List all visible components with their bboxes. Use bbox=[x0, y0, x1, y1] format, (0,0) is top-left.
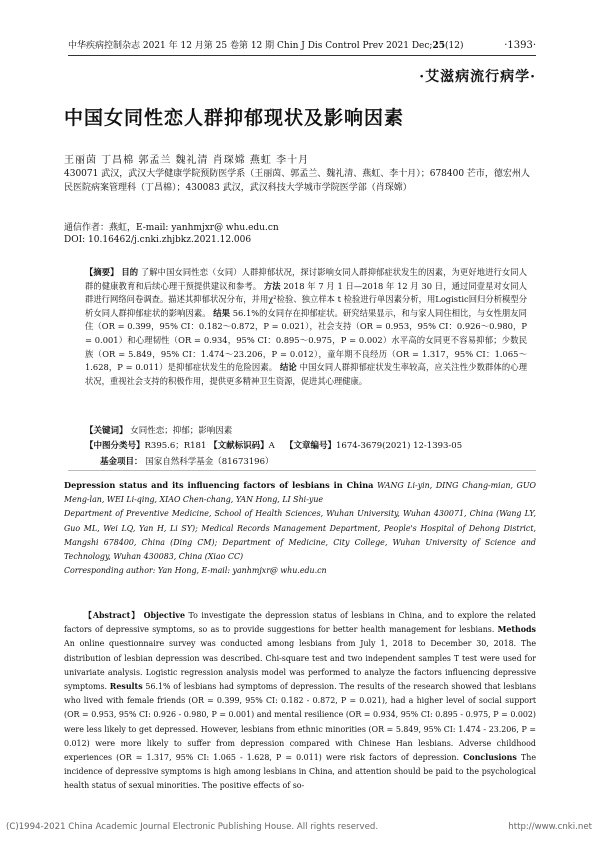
results-cn-label: 结果 bbox=[213, 307, 231, 318]
classification-cn bbox=[85, 439, 545, 451]
methods-cn-label: 方法 bbox=[263, 280, 281, 291]
article-number-value: 1674-3679(2021) 12-1393-05 bbox=[336, 441, 463, 451]
conclusion-cn-label: 结论 bbox=[280, 362, 297, 373]
section-divider bbox=[68, 470, 536, 471]
corresponding-author-en: Corresponding author: Yan Hong, E-mail: yanhmjxr@ whu.edu.cn bbox=[64, 566, 327, 576]
conclusion-cn: 中国女同人群抑郁症状发生率较高，应关注性少数群体的心理状况，重视社会支持的积极作用，提供更多精神卫生资源，促进其心理健康。 bbox=[85, 362, 528, 386]
methods-en: An online questionnaire survey was conducted among lesbians from July 1, 2018 to December 30, 2018. The distribution of lesbian depression was described. Chi-square test and two independent samples T test were used for univariate analysis. Logistic regression analysis model was performed to analyze the factors influencing depressive symptoms. bbox=[64, 639, 536, 692]
methods-en-label: Methods bbox=[497, 625, 536, 635]
methods-cn: 2018 年 7 月 1 日—2018 年 12 月 30 日，通过同壹星对女同人群进行网络问卷调查。描述其抑郁状况分布，并用χ²检验、独立样本 t 检验进行单因素分析，用Logistic回归分析模型分析女同人群抑郁症状的影响因素。 bbox=[85, 280, 527, 318]
affiliation-en: Department of Preventive Medicine, School of Health Sciences, Wuhan University, Wuhan 430071, China (Wang LY, Guo ML, Wei LQ, Yan H, Li SY); Medical Records Management Department, People's Hospital of Dehong District, Mangshi 678400, China (Ding CM); Department of Medicine, City College, Wuhan University of Science and Technology, Wuhan 430083, China (Xiao CC) bbox=[64, 509, 536, 562]
affiliation-cn: 430071 武汉，武汉大学健康学院预防医学系（王丽茵、郭孟兰、魏礼清、燕虹、李十月）；678400 芒市，德宏州人民医院病案管理科（丁昌棉）；430083 武汉，武汉科技大学城市学院医学部（肖琛嫦） bbox=[64, 169, 530, 193]
objective-cn: 了解中国女同性恋（女同）人群抑郁状况，探讨影响女同人群抑郁症状发生的因素，为更好地进行女同人群的健康教育和后续心理干预提供建议和参考。 bbox=[85, 267, 527, 291]
keywords-cn-label: 【关键词】 bbox=[85, 426, 128, 436]
running-header bbox=[68, 40, 536, 52]
results-en-label: Results bbox=[109, 682, 143, 692]
keywords-cn-text: 女同性恋；抑郁；影响因素 bbox=[130, 426, 233, 436]
conclusion-en: The incidence of depressive symptoms is high among lesbians in China, and attention should be paid to the psychological health status of sexual minorities. The positive effects of so- bbox=[64, 753, 536, 791]
fund-cn-label: 基金项目： bbox=[100, 457, 143, 467]
doc-code-value: A bbox=[268, 441, 275, 451]
column-label: ·艾滋病流行病学· bbox=[419, 69, 536, 85]
article-number bbox=[285, 439, 462, 451]
cnki-link[interactable]: http://www.cnki.net bbox=[508, 822, 592, 832]
abstract-en bbox=[64, 609, 536, 794]
article-number-label: 【文章编号】 bbox=[285, 441, 337, 451]
copyright-notice: (C)1994-2021 China Academic Journal Electronic Publishing House. All rights reserved. bbox=[6, 822, 379, 832]
abstract-cn-label: 【摘要】 bbox=[85, 267, 119, 277]
abstract-en-label: 【Abstract】 bbox=[84, 611, 141, 620]
article-title-en: Depression status and its influencing factors of lesbians in China bbox=[64, 480, 374, 490]
abstract-cn bbox=[85, 266, 527, 388]
clc-value: R395.6；R181 bbox=[144, 441, 207, 451]
doi: DOI: 10.16462/j.cnki.zhjbkz.2021.12.006 bbox=[64, 235, 252, 245]
doc-code-label: 【文献标识码】 bbox=[209, 441, 269, 451]
fund-cn bbox=[100, 455, 273, 467]
keywords-cn bbox=[85, 424, 232, 436]
results-cn: 56.1%的女同存在抑郁症状。研究结果显示，和与家人同住相比，与女性朋友同住（OR = 0.399，95% CI：0.182～0.872，P = 0.021），社会支持（OR = 0.953，95% CI：0.926～0.980，P = 0.001）和心理韧性（OR = 0.934，95% CI：0.895～0.975，P = 0.002）水平高的女同更不容易抑郁；少数民族（OR = 5.849，95% CI：1.474～23.206，P = 0.012），童年期不良经历（OR = 1.317，95% CI：1.065～1.628，P = 0.011）是抑郁症状发生的危险因素。 bbox=[85, 307, 527, 373]
issue-number: (12) bbox=[445, 41, 464, 51]
clc-label: 【中图分类号】 bbox=[85, 441, 145, 451]
article-title-cn: 中国女同性恋人群抑郁现状及影响因素 bbox=[64, 107, 405, 129]
authors-cn: 王丽茵 丁昌棉 郭孟兰 魏礼清 肖琛嫦 燕虹 李十月 bbox=[64, 155, 310, 166]
objective-cn-label: 目的 bbox=[121, 267, 139, 277]
objective-en: To investigate the depression status of lesbians in China, and to explore the related factors of depressive symptoms, so as to provide suggestions for better health management for lesbians. bbox=[64, 611, 536, 635]
header-divider bbox=[68, 55, 536, 56]
english-front-matter bbox=[64, 478, 536, 578]
objective-en-label: Objective bbox=[143, 611, 185, 620]
conclusion-en-label: Conclusions bbox=[463, 753, 517, 763]
page-number: ·1393· bbox=[504, 40, 536, 51]
fund-cn-text: 国家自然科学基金（81673196） bbox=[145, 457, 274, 467]
journal-line: 中华疾病控制杂志 2021 年 12 月第 25 卷第 12 期 Chin J Dis Control Prev 2021 Dec; bbox=[68, 41, 433, 51]
authors-en: WANG Li-yin, DING Chang-mian, GUO Meng-lan, WEI Li-qing, XIAO Chen-chang, YAN Hong, LI Shi-yue bbox=[64, 481, 536, 505]
volume-number: 25 bbox=[432, 41, 445, 51]
corresponding-author-cn: 通信作者：燕虹，E-mail: yanhmjxr@ whu.edu.cn bbox=[64, 223, 279, 233]
results-en: 56.1% of lesbians had symptoms of depression. The results of the research showed that lesbians who lived with female friends (OR = 0.399, 95% CI: 0.182 - 0.872, P = 0.021), had a higher level of social support (OR = 0.953, 95% CI: 0.926 - 0.980, P = 0.001) and mental resilience (OR = 0.934, 95% CI: 0.895 - 0.975, P = 0.002) were less likely to get depressed. However, lesbians from ethnic minorities (OR = 5.849, 95% CI: 1.474 - 23.206, P = 0.012) were more likely to suffer from depression compared with Chinese Han lesbians. Adverse childhood experiences (OR = 1.317, 95% CI: 1.065 - 1.628, P = 0.011) were risk factors of depression. bbox=[64, 682, 536, 763]
